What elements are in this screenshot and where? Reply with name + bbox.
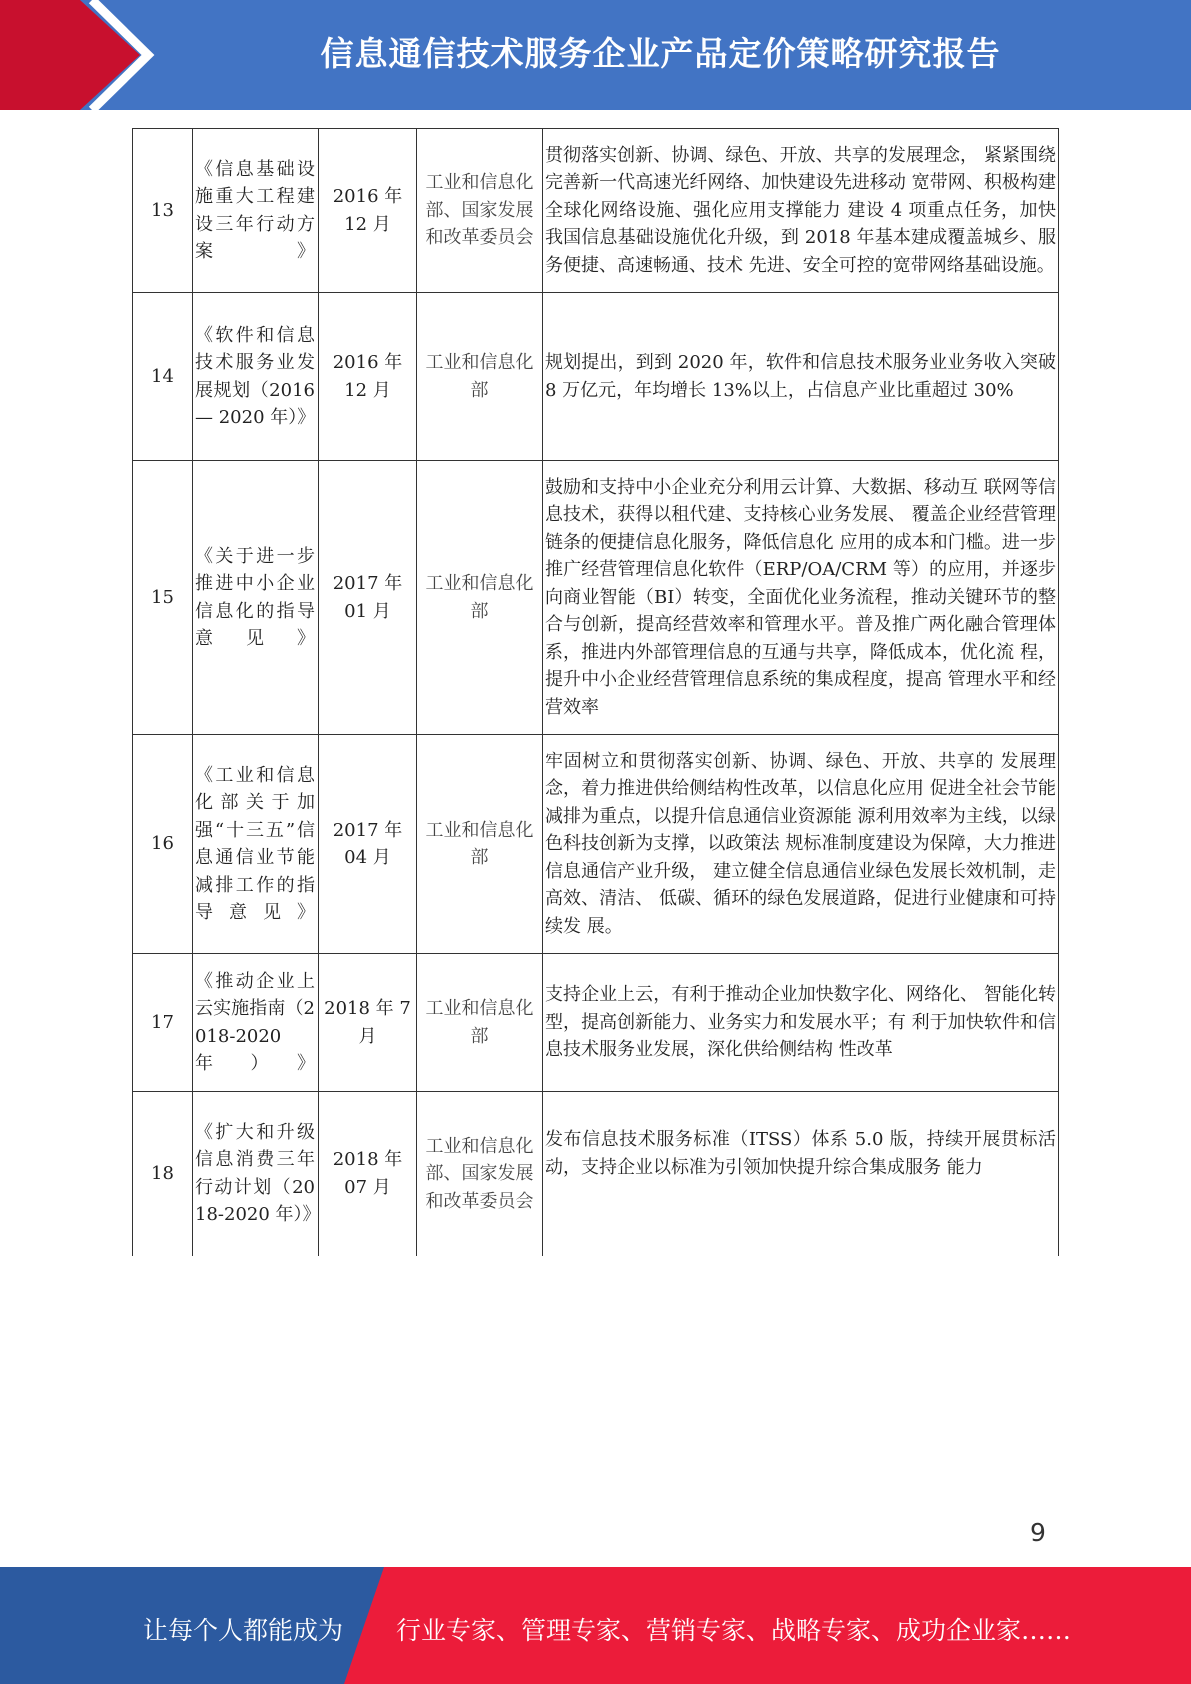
issue-date: 2016 年 12 月 [319,293,417,461]
issuing-department: 工业和信息化部 [417,735,543,954]
policy-name: 《信息基础设施重大工程建设三年行动方案》 [193,129,319,293]
policy-name: 《工业和信息化部关于加强“十三五”信息通信业节能减排工作的指导意见》 [193,735,319,954]
issue-date: 2018 年 7 月 [319,954,417,1092]
page-header [0,0,1191,110]
footer-slogan-left: 让每个人都能成为 [143,1616,344,1645]
table-row [133,293,1059,461]
issuing-department: 工业和信息化部 [417,461,543,735]
policy-description: 牢固树立和贯彻落实创新、协调、绿色、开放、共享的 发展理念，着力推进供给侧结构性改革，以信息化应用 促进全社会节能减排为重点，以提升信息通信业资源能 源利用效率为主线，以绿色科技创新为支撑，以政策法 规标准制度建设为保障，大力推进信息通信产业升级， 建立健全信息通信业绿色发展长效机制，走高效、清洁、 低碳、循环的绿色发展道路，促进行业健康和可持续发 展。 [543,735,1059,954]
row-number: 16 [133,735,193,954]
policy-description: 贯彻落实创新、协调、绿色、开放、共享的发展理念， 紧紧围绕完善新一代高速光纤网络、加快建设先进移动 宽带网、积极构建全球化网络设施、强化应用支撑能力 建设 4 项重点任务，加快我国信息基础设施优化升级，到 2018 年基本建成覆盖城乡、服务便捷、高速畅通、技术 先进、安全可控的宽带网络基础设施。 [543,129,1059,293]
document-title: 信息通信技术服务企业产品定价策略研究报告 [320,34,1001,73]
issuing-department: 工业和信息化部 [417,954,543,1092]
policy-name: 《扩大和升级信息消费三年行动计划（2018-2020 年）》 [193,1092,319,1256]
row-number: 14 [133,293,193,461]
issue-date: 2016 年 12 月 [319,129,417,293]
page-number: 9 [1030,1518,1046,1547]
policy-description: 支持企业上云，有利于推动企业加快数字化、网络化、 智能化转型，提高创新能力、业务实力和发展水平；有 利于加快软件和信息技术服务业发展，深化供给侧结构 性改革 [543,954,1059,1092]
table-row [133,1092,1059,1256]
policy-name: 《关于进一步推进中小企业信息化的指导意见》 [193,461,319,735]
table-row [133,129,1059,293]
table-row [133,954,1059,1092]
row-number: 13 [133,129,193,293]
policy-description: 发布信息技术服务标准（ITSS）体系 5.0 版，持续开展贯标活动，支持企业以标准为引领加快提升综合集成服务 能力 [543,1092,1059,1256]
policy-name: 《软件和信息技术服务业发展规划（2016 — 2020 年）》 [193,293,319,461]
policy-table [132,128,1059,1256]
table-row [133,735,1059,954]
issue-date: 2017 年 04 月 [319,735,417,954]
policy-name: 《推动企业上云实施指南（2018-2020 年）》 [193,954,319,1092]
row-number: 18 [133,1092,193,1256]
page-footer [0,1567,1191,1684]
issuing-department: 工业和信息化部 [417,293,543,461]
issue-date: 2017 年 01 月 [319,461,417,735]
issue-date: 2018 年 07 月 [319,1092,417,1256]
policy-description: 鼓励和支持中小企业充分利用云计算、大数据、移动互 联网等信息技术，获得以租代建、支持核心业务发展、 覆盖企业经营管理链条的便捷信息化服务，降低信息化 应用的成本和门槛。进一步推广经营管理信息化软件（ERP/OA/CRM 等）的应用，并逐步向商业智能（BI）转变，全面优化业务流程，推动关键环节的整合与创新，提高经营效率和管理水平。普及推广两化融合管理体系，推进内外部管理信息的互通与共享，降低成本，优化流 程，提升中小企业经营管理信息系统的集成程度，提高 管理水平和经营效率 [543,461,1059,735]
row-number: 15 [133,461,193,735]
issuing-department: 工业和信息化部、国家发展和改革委员会 [417,1092,543,1256]
footer-slogan-right: 行业专家、管理专家、营销专家、战略专家、成功企业家…… [396,1616,1072,1645]
policy-description: 规划提出，到到 2020 年，软件和信息技术服务业业务收入突破 8 万亿元，年均增长 13%以上，占信息产业比重超过 30% [543,293,1059,461]
table-row [133,461,1059,735]
row-number: 17 [133,954,193,1092]
issuing-department: 工业和信息化部、国家发展和改革委员会 [417,129,543,293]
